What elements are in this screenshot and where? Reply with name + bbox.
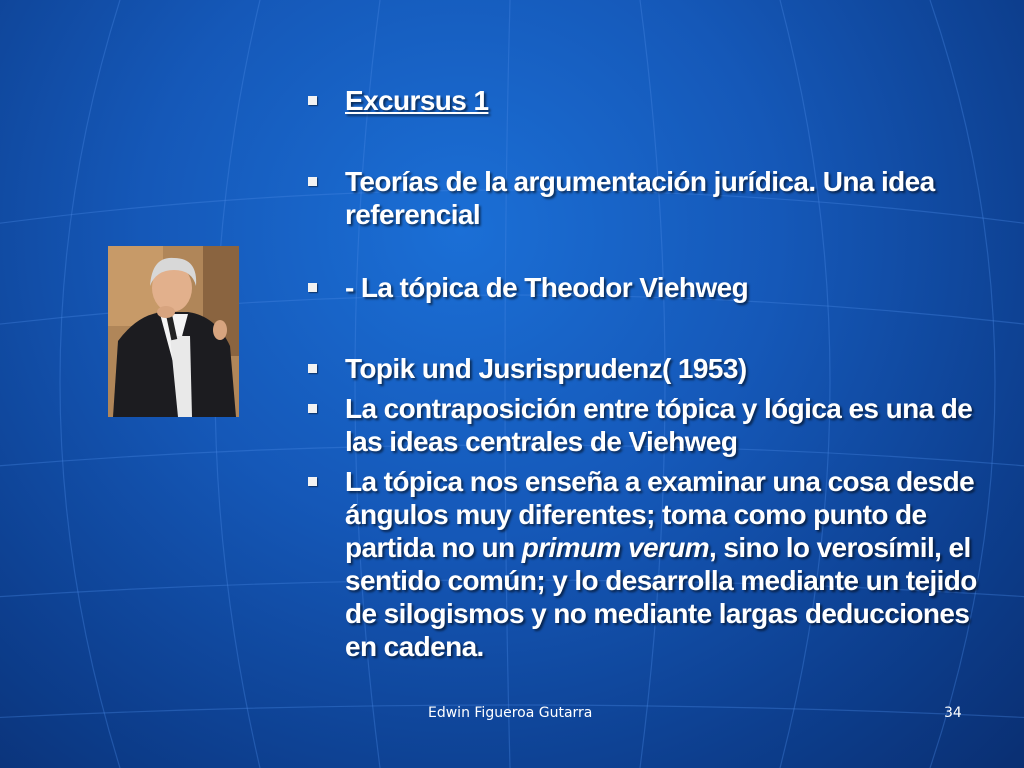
excursus-heading: Excursus 1 xyxy=(345,85,489,116)
bullet-topik-jurisprudenz xyxy=(305,352,985,385)
footer-author: Edwin Figueroa Gutarra xyxy=(428,705,593,721)
bullet-topica-viehweg xyxy=(305,271,985,304)
teorias-text: Teorías de la argumentación jurídica. Una idea referencial xyxy=(345,166,935,230)
topica-ensena-text-end: , sino lo verosímil, el sentido común; y lo desarrolla mediante un tejido de silogismos y no mediante largas deducciones en cadena. xyxy=(345,532,977,662)
bullet-list xyxy=(305,84,985,663)
topica-viehweg-text: - La tópica de Theodor Viehweg xyxy=(345,272,749,303)
bullet-excursus xyxy=(305,84,985,117)
bullet-topica-ensena xyxy=(305,465,985,663)
topik-text: Topik und Jusrisprudenz( 1953) xyxy=(345,353,747,384)
topica-ensena-text-start: La tópica nos enseña a examinar una cosa desde ángulos muy diferentes; toma como punto de partida no un xyxy=(345,466,975,563)
contraposicion-text: La contraposición entre tópica y lógica es una de las ideas centrales de Viehweg xyxy=(345,393,973,457)
bullet-contraposicion xyxy=(305,392,985,458)
primum-verum-italic: primum verum xyxy=(521,532,710,563)
bullet-teorias xyxy=(305,165,985,231)
slide-number: 34 xyxy=(944,705,962,721)
speaker-photo xyxy=(108,246,239,417)
